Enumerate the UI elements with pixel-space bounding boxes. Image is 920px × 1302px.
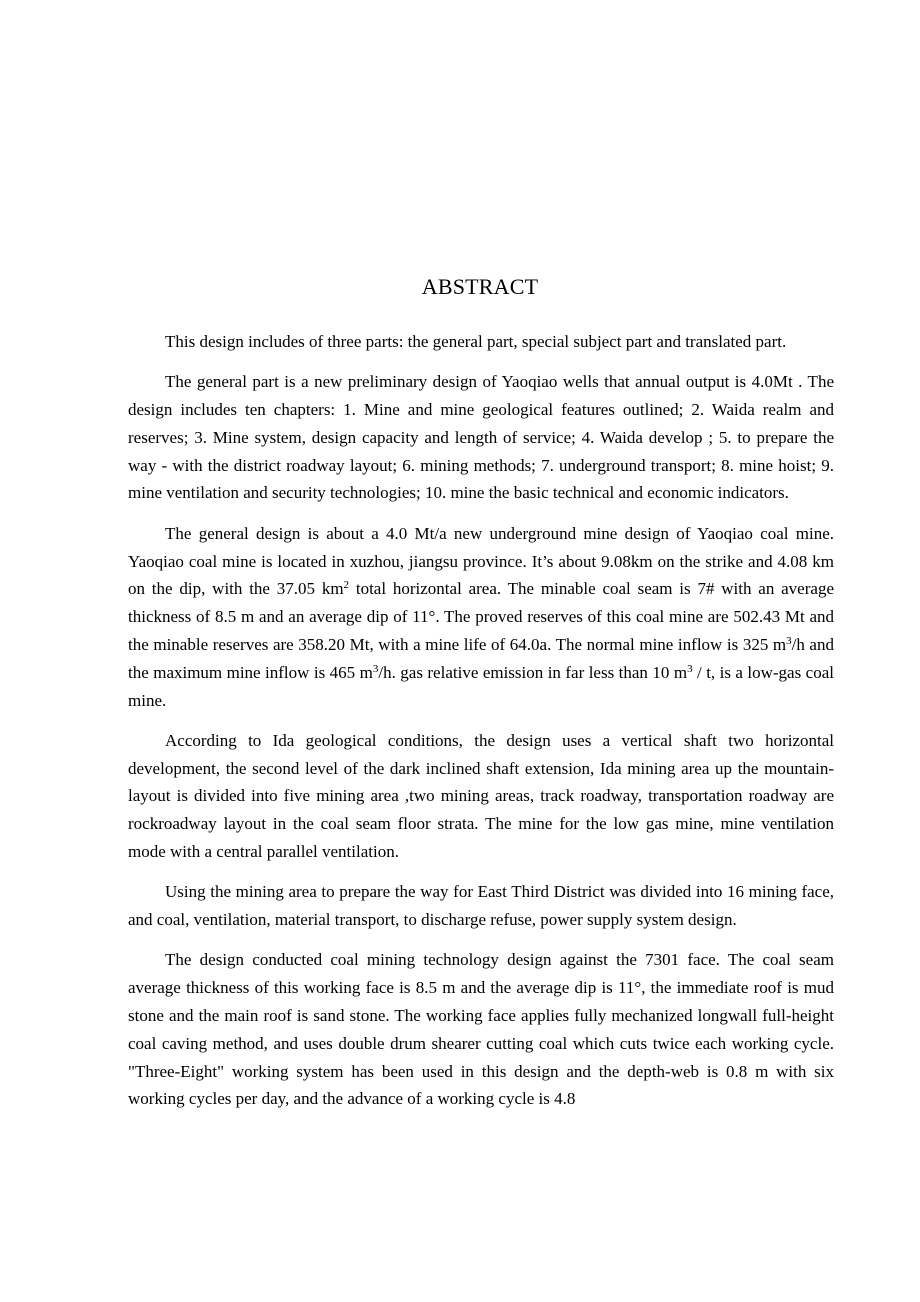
abstract-body bbox=[128, 328, 834, 1113]
paragraph: The general part is a new preliminary design of Yaoqiao wells that annual output is 4.0Mt . The design includes ten chapters: 1. Mine and mine geological features outlined; 2. Waida realm and reserves; 3. Mine system, design capacity and length of service; 4. Waida develop ; 5. to prepare the way - with the district roadway layout; 6. mining methods; 7. underground transport; 8. mine hoist; 9. mine ventilation and security technologies; 10. mine the basic technical and economic indicators. bbox=[128, 372, 834, 503]
superscript: 3 bbox=[372, 662, 379, 675]
paragraph: The design conducted coal mining technology design against the 7301 face. The coal seam average thickness of this working face is 8.5 m and the average dip is 11°, the immediate roof is mud stone and the main roof is sand stone. The working face applies fully mechanized longwall full-height coal caving method, and uses double drum shearer cutting coal which cuts twice each working cycle. "Three-Eight" working system has been used in this design and the depth-web is 0.8 m with six working cycles per day, and the advance of a working cycle is 4.8 bbox=[128, 950, 834, 1109]
paragraph: This design includes of three parts: the general part, special subject part and translated part. bbox=[165, 332, 787, 351]
paragraph: The general design is about a 4.0 Mt/a new underground mine design of Yaoqiao coal mine. Yaoqiao coal mine is located in xuzhou, jiangsu province. It’s about 9.08km on the strike and 4.08 km on the dip, with the 37.05 $km^2$ total horizontal area. The minable coal seam is 7# with an average thickness of 8.5 m and an average dip of 11°. The proved reserves of this coal mine are 502.43 Mt and the minable reserves are 358.20 Mt, with a mine life of 64.0a. The normal mine inflow is 325 $m^3/h$ and the maximum mine inflow is 465 $m^3/h$. gas relative emission in far less than 10 $m^3$ / t, is a low-gas coal mine. bbox=[128, 523, 834, 710]
paragraph: Using the mining area to prepare the way for East Third District was divided into 16 mining face, and coal, ventilation, material transport, to discharge refuse, power supply system design. bbox=[128, 882, 834, 930]
superscript: 3 bbox=[786, 634, 792, 647]
superscript: 2 bbox=[343, 579, 350, 592]
superscript: 3 bbox=[687, 662, 693, 675]
paragraph: According to Ida geological conditions, the design uses a vertical shaft two horizontal development, the second level of the dark inclined shaft extension, Ida mining area up the mountain-layout is divided into five mining area ,two mining areas, track roadway, transportation roadway are rockroadway layout in the coal seam floor strata. The mine for the low gas mine, mine ventilation mode with a central parallel ventilation. bbox=[128, 730, 834, 862]
page-title: ABSTRACT bbox=[421, 274, 539, 299]
